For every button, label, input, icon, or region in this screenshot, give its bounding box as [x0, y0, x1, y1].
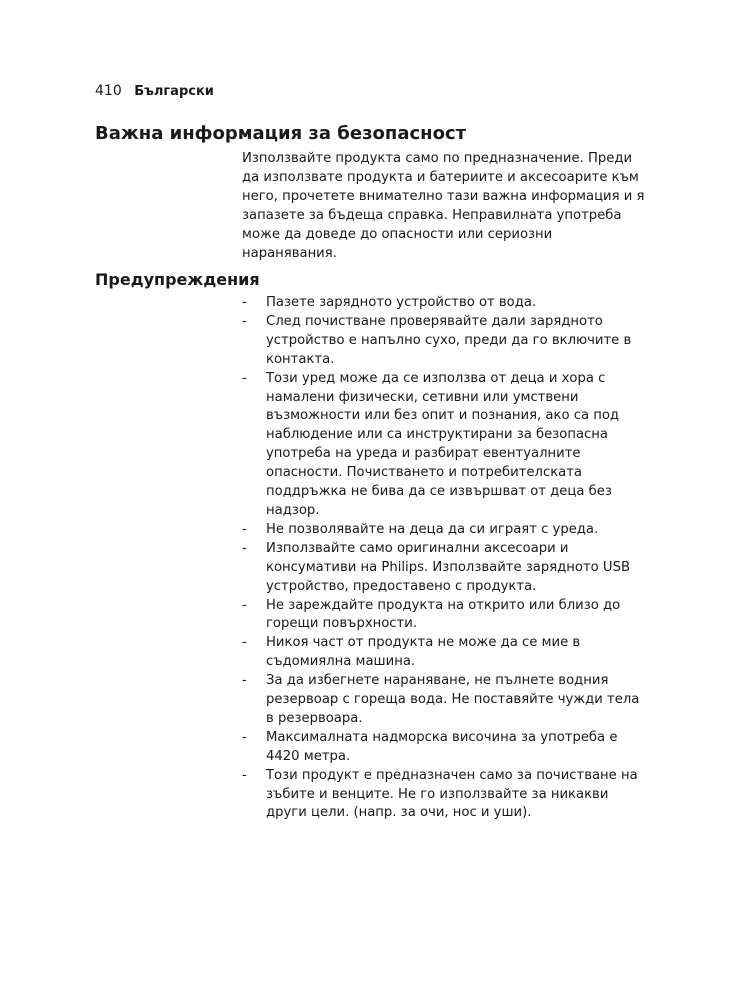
bullet-dash: - — [242, 729, 247, 745]
warning-item — [242, 521, 647, 540]
warnings-section-title: Предупреждения — [95, 270, 260, 289]
warning-text: Максималната надморска височина за употреба е 4420 метра. — [266, 729, 618, 764]
bullet-dash: - — [242, 313, 247, 329]
bullet-dash: - — [242, 597, 247, 613]
warning-item — [242, 729, 647, 767]
warning-text: Не позволявайте на деца да си играят с уреда. — [266, 521, 599, 537]
warning-item — [242, 597, 647, 635]
warning-text: След почистване проверявайте дали зарядното устройство е напълно сухо, преди да го включите в контакта. — [266, 313, 632, 367]
warning-text: Използвайте само оригинални аксесоари и консумативи на Philips. Използвайте зарядното USB устройство, предоставено с продукта. — [266, 540, 630, 594]
page-header — [95, 82, 214, 101]
bullet-dash: - — [242, 673, 247, 689]
warning-text: Този продукт е предназначен само за почистване на зъбите и венците. Не го използвайте за никакви други цели. (напр. за очи, нос и уши). — [266, 767, 638, 821]
warning-text: За да избегнете нараняване, не пълнете водния резервоар с гореща вода. Не поставяйте чужди тела в резервоара. — [266, 673, 640, 726]
safety-intro-paragraph: Използвайте продукта само по предназначение. Преди да използвате продукта и батериите и аксесоарите към него, прочетете внимателно тази важна информация и я запазете за бъдеща справка. Неправилната употреба може да доведе до опасности или сериозни наранявания. — [242, 151, 645, 261]
warning-item — [242, 672, 647, 729]
bullet-dash: - — [242, 521, 247, 537]
warning-item — [242, 294, 647, 313]
warning-text: Пазете зарядното устройство от вода. — [266, 295, 537, 310]
bullet-dash: - — [242, 767, 247, 783]
warning-text: Не зареждайте продукта на открито или близо до горещи повърхности. — [266, 597, 621, 632]
warnings-list — [242, 294, 647, 823]
safety-section-title: Важна информация за безопасност — [95, 123, 467, 144]
warning-text: Никоя част от продукта не може да се мие в съдомиялна машина. — [266, 635, 581, 670]
warning-text: Този уред може да се използва от деца и хора с намалени физически, сетивни или умствени възможности или без опит и познания, ако са под наблюдение или са инструктирани за безопасна употреба на уреда и разбират евентуалните опасности. Почистването и потребителската поддръжка не бива да се извършват от деца без надзор. — [266, 370, 620, 518]
warning-item — [242, 313, 647, 370]
bullet-dash: - — [242, 540, 247, 556]
page-number: 410 — [95, 83, 122, 99]
bullet-dash: - — [242, 635, 247, 651]
warning-item — [242, 540, 647, 597]
warning-item — [242, 767, 647, 824]
warning-item — [242, 370, 647, 521]
warning-item — [242, 634, 647, 672]
page-language-label: Български — [134, 84, 214, 99]
bullet-dash: - — [242, 370, 247, 386]
bullet-dash: - — [242, 295, 247, 310]
